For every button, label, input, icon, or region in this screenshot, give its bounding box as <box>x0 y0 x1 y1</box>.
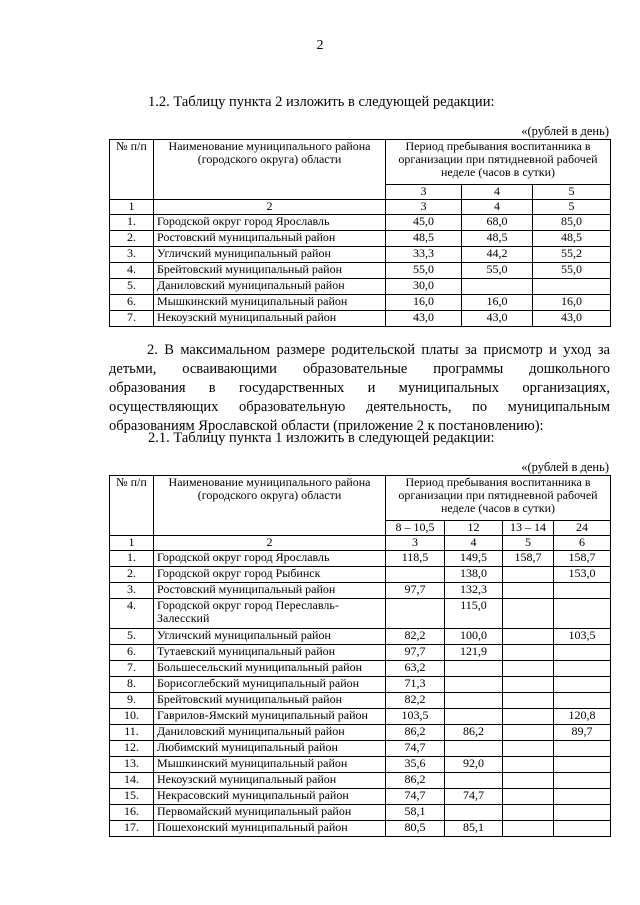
table-cell <box>503 773 554 789</box>
table-cell: 68,0 <box>462 215 533 231</box>
table-cell: 4. <box>110 599 154 629</box>
table-cell: 15. <box>110 789 154 805</box>
table-cell: 1 <box>110 536 154 551</box>
table-cell: 63,2 <box>386 661 445 677</box>
table-cell: Даниловский муниципальный район <box>154 725 386 741</box>
table-cell: 16. <box>110 805 154 821</box>
table-cell <box>533 279 611 295</box>
table-cell: 12. <box>110 741 154 757</box>
table-cell: 120,8 <box>554 709 611 725</box>
table-cell <box>503 805 554 821</box>
table-cell <box>554 741 611 757</box>
table2-sub-12: 12 <box>445 521 503 536</box>
table1-index-row <box>110 200 611 215</box>
section-1-2-heading: 1.2. Таблицу пункта 2 изложить в следующей редакции: <box>148 94 495 110</box>
table-cell <box>554 693 611 709</box>
table-row <box>110 741 611 757</box>
table-cell: 11. <box>110 725 154 741</box>
table-cell: 153,0 <box>554 567 611 583</box>
table-cell: Борисоглебский муниципальный район <box>154 677 386 693</box>
table-cell: Городской округ город Ярославль <box>154 215 386 231</box>
table-cell: 118,5 <box>386 551 445 567</box>
table-1 <box>109 139 611 327</box>
table-cell: 86,2 <box>445 725 503 741</box>
table-cell: 43,0 <box>533 311 611 327</box>
table-cell: 5 <box>533 200 611 215</box>
table-cell: Угличский муниципальный район <box>154 629 386 645</box>
table2-sub-24: 24 <box>554 521 611 536</box>
table-row <box>110 551 611 567</box>
table-cell <box>554 677 611 693</box>
table-cell: Мышкинский муниципальный район <box>154 295 386 311</box>
table-cell: 43,0 <box>386 311 462 327</box>
table-cell: 48,5 <box>533 231 611 247</box>
paragraph-2-line: 2. В максимальном размере родительской платы за присмотр и уход за <box>147 342 610 358</box>
table-cell: 71,3 <box>386 677 445 693</box>
table-cell: 5. <box>110 629 154 645</box>
table-cell: 80,5 <box>386 821 445 837</box>
table-cell: 3. <box>110 247 154 263</box>
table1-header-name: Наименование муниципального района (городского округа) области <box>154 140 386 200</box>
table1-header-period: Период пребывания воспитанника в организации при пятидневной рабочей неделе (часов в сутки) <box>386 140 611 185</box>
table-cell: 43,0 <box>462 311 533 327</box>
table-cell: 149,5 <box>445 551 503 567</box>
table-cell: 55,0 <box>386 263 462 279</box>
table-cell: 2. <box>110 567 154 583</box>
table-cell: 89,7 <box>554 725 611 741</box>
table-cell: Некоузский муниципальный район <box>154 773 386 789</box>
table-row <box>110 645 611 661</box>
table-cell: 6. <box>110 295 154 311</box>
table-cell: 74,7 <box>386 789 445 805</box>
table-cell: Городской округ город Переславль-Залесский <box>154 599 386 629</box>
table-cell <box>503 821 554 837</box>
table-cell: 158,7 <box>554 551 611 567</box>
table-row <box>110 279 611 295</box>
table-cell <box>554 661 611 677</box>
table-cell <box>503 583 554 599</box>
table-cell: 14. <box>110 773 154 789</box>
table-cell: 85,1 <box>445 821 503 837</box>
table-cell: 82,2 <box>386 693 445 709</box>
table-cell: Некоузский муниципальный район <box>154 311 386 327</box>
table-cell <box>554 645 611 661</box>
paragraph-2-line: осуществляющих образовательную деятельность, по муниципальным <box>109 399 610 415</box>
table-row <box>110 821 611 837</box>
table-cell: 48,5 <box>386 231 462 247</box>
unit-label-1: «(рублей в день) <box>521 124 609 138</box>
table-cell <box>445 661 503 677</box>
table-cell: 8. <box>110 677 154 693</box>
table-cell: Брейтовский муниципальный район <box>154 263 386 279</box>
table-cell: Любимский муниципальный район <box>154 741 386 757</box>
table-cell: 55,2 <box>533 247 611 263</box>
table-cell: 158,7 <box>503 551 554 567</box>
table-cell <box>554 805 611 821</box>
table-row <box>110 725 611 741</box>
table-row <box>110 567 611 583</box>
table-cell <box>554 789 611 805</box>
table-cell: Мышкинский муниципальный район <box>154 757 386 773</box>
table-cell: 74,7 <box>386 741 445 757</box>
table-cell: 35,6 <box>386 757 445 773</box>
table2-header-num: № п/п <box>110 476 154 536</box>
table-cell <box>554 757 611 773</box>
paragraph-2 <box>109 341 610 436</box>
table-cell: 55,0 <box>533 263 611 279</box>
table-cell: 97,7 <box>386 645 445 661</box>
table-row <box>110 805 611 821</box>
section-2-1-heading: 2.1. Таблицу пункта 1 изложить в следующей редакции: <box>148 430 495 446</box>
table-cell <box>503 709 554 725</box>
table-cell: 16,0 <box>533 295 611 311</box>
table-cell: 9. <box>110 693 154 709</box>
table-cell: 5 <box>503 536 554 551</box>
table-cell: Городской округ город Ярославль <box>154 551 386 567</box>
table-cell: 97,7 <box>386 583 445 599</box>
table-cell <box>386 599 445 629</box>
table-cell <box>503 599 554 629</box>
table2-sub-8-10: 8 – 10,5 <box>386 521 445 536</box>
table2-sub-13-14: 13 – 14 <box>503 521 554 536</box>
table-row <box>110 773 611 789</box>
table-cell: 138,0 <box>445 567 503 583</box>
table-cell: 6 <box>554 536 611 551</box>
table-cell: 13. <box>110 757 154 773</box>
table-cell: 7. <box>110 661 154 677</box>
table-cell: 33,3 <box>386 247 462 263</box>
table-cell: 82,2 <box>386 629 445 645</box>
table-cell: 1 <box>110 200 154 215</box>
table-cell: 121,9 <box>445 645 503 661</box>
table-cell: 86,2 <box>386 725 445 741</box>
table-row <box>110 677 611 693</box>
table1-sub-5: 5 <box>533 185 611 200</box>
table-cell: 1. <box>110 551 154 567</box>
table-cell: Даниловский муниципальный район <box>154 279 386 295</box>
table-cell <box>445 741 503 757</box>
table-cell: 2. <box>110 231 154 247</box>
table-cell: 132,3 <box>445 583 503 599</box>
unit-label-2: «(рублей в день) <box>521 460 609 474</box>
table-2 <box>109 475 611 837</box>
table2-header-period: Период пребывания воспитанника в организации при пятидневной рабочей неделе (часов в сутки) <box>386 476 611 521</box>
table2-index-row <box>110 536 611 551</box>
table-row <box>110 583 611 599</box>
table-cell: Брейтовский муниципальный район <box>154 693 386 709</box>
table-cell: 1. <box>110 215 154 231</box>
table-cell: Городской округ город Рыбинск <box>154 567 386 583</box>
table-row <box>110 757 611 773</box>
table-row <box>110 247 611 263</box>
paragraph-2-line: образования в государственных и муниципальных организациях, <box>109 380 610 396</box>
table-cell <box>386 567 445 583</box>
table-cell <box>503 725 554 741</box>
table-cell: 103,5 <box>386 709 445 725</box>
table-cell: Большесельский муниципальный район <box>154 661 386 677</box>
table-cell: 17. <box>110 821 154 837</box>
table-cell <box>445 709 503 725</box>
table-cell <box>554 773 611 789</box>
table-cell: Некрасовский муниципальный район <box>154 789 386 805</box>
table-cell <box>503 789 554 805</box>
table-cell: 2 <box>154 200 386 215</box>
table-cell: 86,2 <box>386 773 445 789</box>
table-cell: Ростовский муниципальный район <box>154 231 386 247</box>
table-row <box>110 215 611 231</box>
table-cell <box>554 599 611 629</box>
table-cell: 2 <box>154 536 386 551</box>
table-cell: 4 <box>462 200 533 215</box>
table-cell: 16,0 <box>386 295 462 311</box>
table-row <box>110 709 611 725</box>
table-cell <box>503 645 554 661</box>
table-cell <box>554 821 611 837</box>
table-cell: 48,5 <box>462 231 533 247</box>
table-cell <box>554 583 611 599</box>
table-cell <box>503 757 554 773</box>
table-cell: Угличский муниципальный район <box>154 247 386 263</box>
table-cell: Гаврилов-Ямский муниципальный район <box>154 709 386 725</box>
table-cell: 3 <box>386 536 445 551</box>
table1-sub-4: 4 <box>462 185 533 200</box>
table-cell: 92,0 <box>445 757 503 773</box>
table-cell <box>445 693 503 709</box>
table-cell: 74,7 <box>445 789 503 805</box>
page-number: 2 <box>316 38 324 53</box>
table-cell: 4 <box>445 536 503 551</box>
table-cell: 55,0 <box>462 263 533 279</box>
table-cell <box>503 661 554 677</box>
table-cell <box>445 677 503 693</box>
table-cell: 44,2 <box>462 247 533 263</box>
table-cell: 115,0 <box>445 599 503 629</box>
table-row <box>110 629 611 645</box>
table-cell: 45,0 <box>386 215 462 231</box>
table-cell <box>445 805 503 821</box>
table-cell <box>445 773 503 789</box>
table-cell <box>462 279 533 295</box>
table1-sub-3: 3 <box>386 185 462 200</box>
paragraph-2-line: детьми, осваивающими образовательные программы дошкольного <box>109 361 610 377</box>
table-cell: 30,0 <box>386 279 462 295</box>
table-cell: 100,0 <box>445 629 503 645</box>
table-row <box>110 311 611 327</box>
table-cell: 6. <box>110 645 154 661</box>
table-cell <box>503 741 554 757</box>
table-cell <box>503 677 554 693</box>
table-cell: 16,0 <box>462 295 533 311</box>
table-cell: 4. <box>110 263 154 279</box>
table-cell: 3. <box>110 583 154 599</box>
table2-header-name: Наименование муниципального района (городского округа) области <box>154 476 386 536</box>
table-cell: 10. <box>110 709 154 725</box>
table-cell <box>503 693 554 709</box>
table-row <box>110 263 611 279</box>
table-cell <box>503 629 554 645</box>
table-cell: 3 <box>386 200 462 215</box>
table-row <box>110 789 611 805</box>
table-cell: Первомайский муниципальный район <box>154 805 386 821</box>
paragraph-2-line: образованиям Ярославской области (приложение 2 к постановлению): <box>109 418 544 434</box>
table-cell: Пошехонский муниципальный район <box>154 821 386 837</box>
table-row <box>110 231 611 247</box>
table-cell: 103,5 <box>554 629 611 645</box>
table-row <box>110 599 611 629</box>
table1-header-num: № п/п <box>110 140 154 200</box>
table-cell: 58,1 <box>386 805 445 821</box>
table-cell <box>503 567 554 583</box>
table-cell: 85,0 <box>533 215 611 231</box>
table-row <box>110 693 611 709</box>
table-row <box>110 661 611 677</box>
table-cell: 7. <box>110 311 154 327</box>
table-cell: Ростовский муниципальный район <box>154 583 386 599</box>
table-row <box>110 295 611 311</box>
table-cell: Тутаевский муниципальный район <box>154 645 386 661</box>
table-cell: 5. <box>110 279 154 295</box>
